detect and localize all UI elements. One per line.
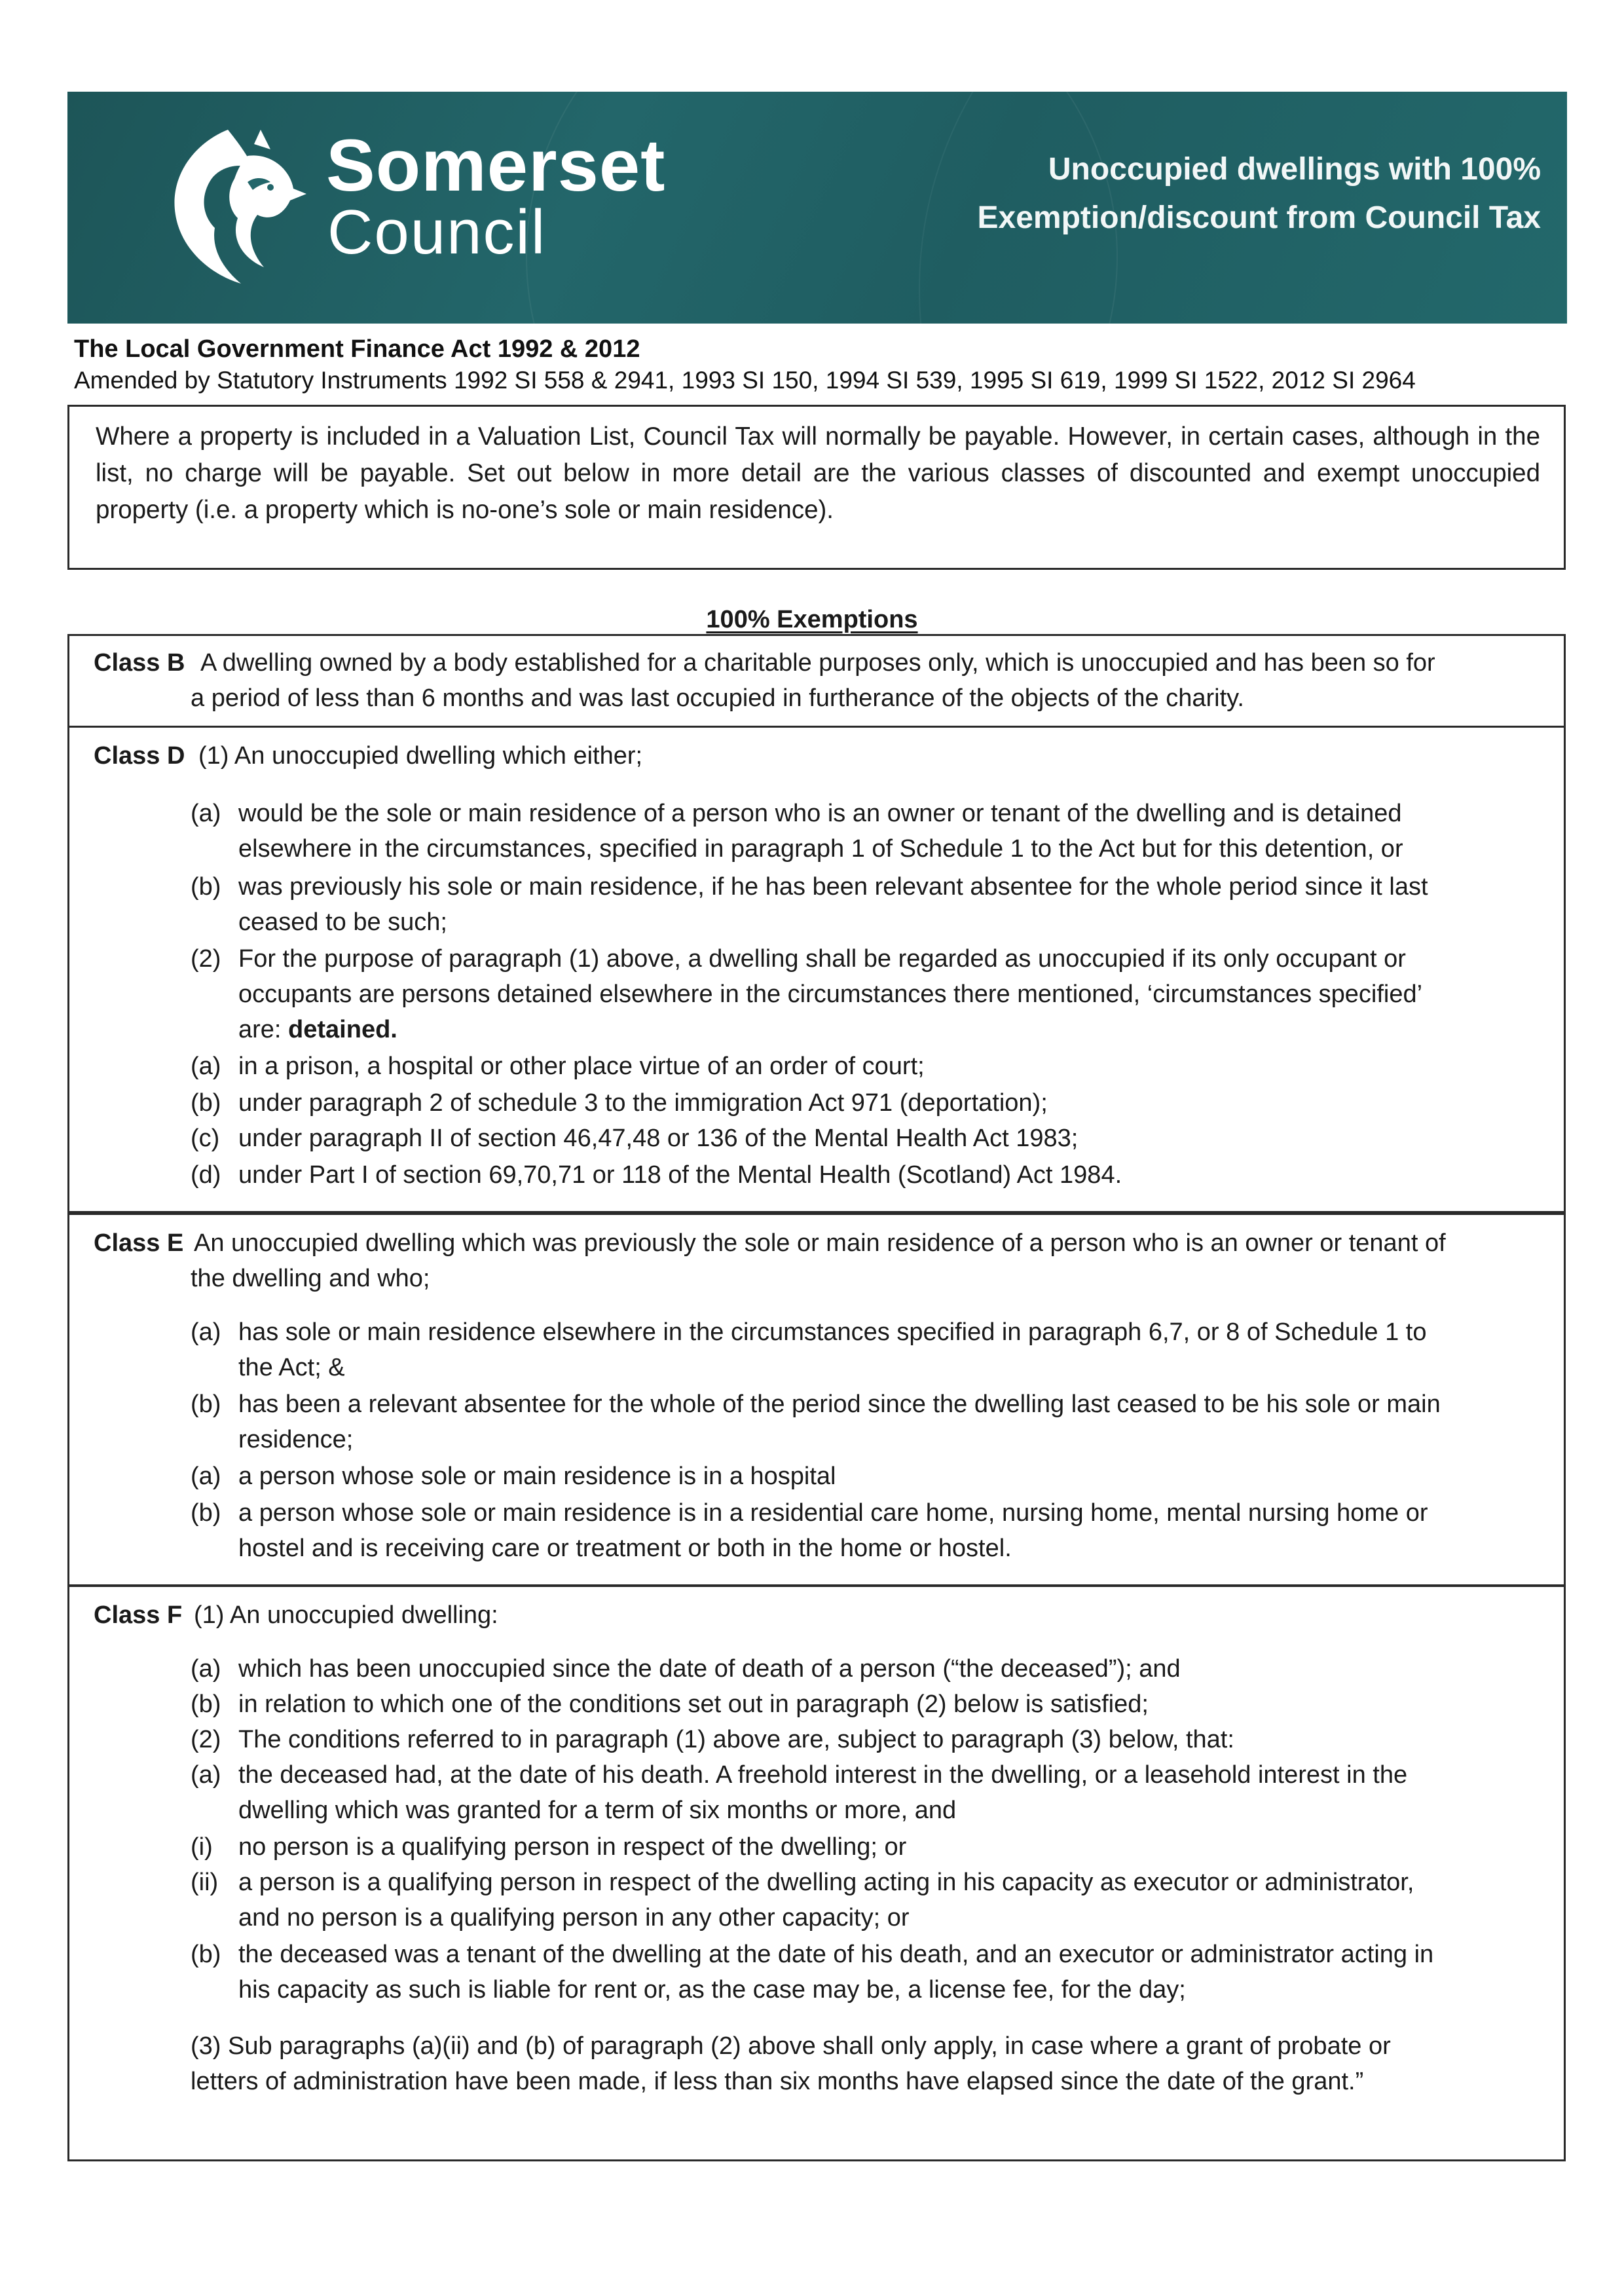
dragon-logo-icon <box>149 117 313 293</box>
item-text-detained <box>238 1016 397 1044</box>
item-text: has sole or main residence elsewhere in the circumstances specified in paragraph 6,7, or 8 of Schedule 1 to <box>238 1318 1427 1346</box>
item-number: (b) <box>191 1690 221 1718</box>
item-text: in relation to which one of the conditions set out in paragraph (2) below is satisfied; <box>238 1690 1149 1718</box>
class-f-intro: (1) An unoccupied dwelling: <box>194 1601 498 1629</box>
item-text: For the purpose of paragraph (1) above, a dwelling shall be regarded as unoccupied if its only occupant or <box>238 945 1406 973</box>
class-e-line: the dwelling and who; <box>191 1265 430 1292</box>
item-text: in a prison, a hospital or other place virtue of an order of court; <box>238 1053 925 1080</box>
class-f-label: Class F <box>94 1601 183 1629</box>
item-number: (2) <box>191 1726 221 1753</box>
item-text: has been a relevant absentee for the whole of the period since the dwelling last ceased to be his sole or main <box>238 1390 1441 1418</box>
item-text: his capacity as such is liable for rent or, as the case may be, a license fee, for the day; <box>238 1976 1186 2004</box>
item-text: residence; <box>238 1426 354 1453</box>
item-text: and no person is a qualifying person in any other capacity; or <box>238 1904 910 1931</box>
item-number: (a) <box>191 1463 221 1490</box>
class-b-box <box>67 634 1566 728</box>
item-text: elsewhere in the circumstances, specified in paragraph 1 of Schedule 1 to the Act but for this detention, or <box>238 835 1403 863</box>
item-text: the Act; & <box>238 1354 345 1381</box>
item-number: (d) <box>191 1161 221 1189</box>
item-text: dwelling which was granted for a term of six months or more, and <box>238 1797 957 1824</box>
logo-text-council: Council <box>327 197 547 267</box>
item-text: under paragraph 2 of schedule 3 to the immigration Act 971 (deportation); <box>238 1089 1048 1117</box>
item-number: (i) <box>191 1833 213 1861</box>
item-text: was previously his sole or main residence, if he has been relevant absentee for the whole period since it last <box>238 873 1428 901</box>
item-number: (b) <box>191 1941 221 1968</box>
class-d-intro: (1) An unoccupied dwelling which either; <box>198 742 643 770</box>
item-number: (c) <box>191 1125 220 1152</box>
intro-box <box>67 405 1566 570</box>
item-text: ceased to be such; <box>238 908 447 936</box>
class-f-box <box>67 1585 1566 2161</box>
item-text: under Part I of section 69,70,71 or 118 of the Mental Health (Scotland) Act 1984. <box>238 1161 1122 1189</box>
section-heading-text: 100% Exemptions <box>706 606 918 633</box>
document-title <box>977 145 1541 242</box>
item-number: (b) <box>191 1390 221 1418</box>
section-heading <box>0 606 1624 634</box>
item-text: would be the sole or main residence of a person who is an owner or tenant of the dwelling and is detained <box>238 800 1402 827</box>
class-e-box <box>67 1213 1566 1586</box>
item-number: (b) <box>191 1089 221 1117</box>
are-prefix: are: <box>238 1016 289 1043</box>
item-number: (b) <box>191 873 221 901</box>
act-title: The Local Government Finance Act 1992 & 2012 <box>74 335 640 363</box>
detained-bold: detained. <box>288 1016 397 1043</box>
item-text: no person is a qualifying person in respect of the dwelling; or <box>238 1833 907 1861</box>
item-text: The conditions referred to in paragraph (1) above are, subject to paragraph (3) below, that: <box>238 1726 1234 1753</box>
class-d-box <box>67 726 1566 1213</box>
class-e-line: An unoccupied dwelling which was previously the sole or main residence of a person who is an owner or tenant of <box>194 1229 1446 1257</box>
para3-text: (3) Sub paragraphs (a)(ii) and (b) of paragraph (2) above shall only apply, in case where a grant of probate or <box>191 2032 1391 2060</box>
item-number: (a) <box>191 1655 221 1683</box>
document-title-line2: Exemption/discount from Council Tax <box>977 200 1541 235</box>
item-text: hostel and is receiving care or treatment or both in the home or hostel. <box>238 1535 1012 1562</box>
para3-text: letters of administration have been made, if less than six months have elapsed since the date of the grant.” <box>191 2068 1364 2095</box>
intro-text: Where a property is included in a Valuation List, Council Tax will normally be payable. However, in certain cases, although in the list, no charge will be payable. Set out below in more detail are the various classes of discounted and exempt unoccupied property (i.e. a property which is no-one’s sole or main residence). <box>96 422 1540 524</box>
item-text: the deceased had, at the date of his death. A freehold interest in the dwelling, or a leasehold interest in the <box>238 1761 1408 1789</box>
act-amendments: Amended by Statutory Instruments 1992 SI 558 & 2941, 1993 SI 150, 1994 SI 539, 1995 SI 619, 1999 SI 1522, 2012 SI 2964 <box>74 367 1416 394</box>
item-number: (a) <box>191 1761 221 1789</box>
item-text: occupants are persons detained elsewhere in the circumstances there mentioned, ‘circumstances specified’ <box>238 980 1423 1008</box>
item-text: which has been unoccupied since the date of death of a person (“the deceased”); and <box>238 1655 1181 1683</box>
item-text: a person whose sole or main residence is in a residential care home, nursing home, mental nursing home or <box>238 1499 1428 1527</box>
class-d-label: Class D <box>94 742 185 770</box>
document-title-line1: Unoccupied dwellings with 100% <box>1048 152 1541 187</box>
class-b-label: Class B <box>94 649 185 677</box>
item-text: a person is a qualifying person in respect of the dwelling acting in his capacity as executor or administrator, <box>238 1869 1414 1896</box>
item-text: the deceased was a tenant of the dwelling at the date of his death, and an executor or administrator acting in <box>238 1941 1434 1968</box>
item-number: (a) <box>191 1053 221 1080</box>
logo-text-somerset: Somerset <box>326 124 666 206</box>
item-text: a person whose sole or main residence is in a hospital <box>238 1463 836 1490</box>
item-number: (a) <box>191 800 221 827</box>
item-number: (a) <box>191 1318 221 1346</box>
item-number: (ii) <box>191 1869 219 1896</box>
item-number: (2) <box>191 945 221 973</box>
class-b-line: a period of less than 6 months and was last occupied in furtherance of the objects of the charity. <box>191 684 1244 712</box>
item-text: under paragraph II of section 46,47,48 or 136 of the Mental Health Act 1983; <box>238 1125 1079 1152</box>
class-e-label: Class E <box>94 1229 184 1257</box>
header-banner <box>67 92 1567 324</box>
class-b-line: A dwelling owned by a body established for a charitable purposes only, which is unoccupied and has been so for <box>200 649 1435 677</box>
item-number: (b) <box>191 1499 221 1527</box>
